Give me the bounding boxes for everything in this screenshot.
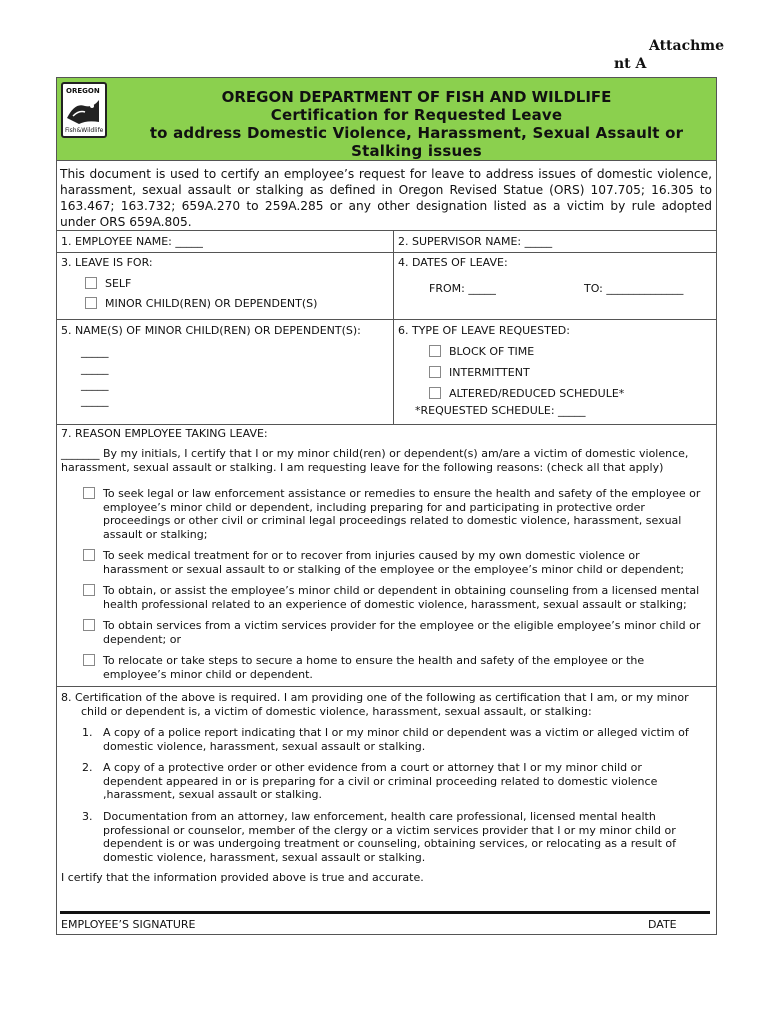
intermittent-checkbox[interactable] (429, 366, 441, 378)
leave-certification-form (56, 77, 717, 935)
cert-item-line: ,harassment, sexual assault or stalking. (103, 788, 323, 801)
cert-item-1-num: 1. (82, 726, 93, 739)
minor-name-field-4[interactable]: _____ (81, 394, 109, 407)
cert-item-3 (103, 810, 676, 864)
cert-item-2-num: 2. (82, 761, 93, 774)
reason-checkbox-2[interactable] (83, 549, 95, 561)
header-title-block (117, 88, 716, 160)
reason-1-line: assault or stalking; (103, 527, 208, 541)
reason-2-line: To seek medical treatment for or to recover from injuries caused by my own domestic violence or (103, 549, 640, 562)
cert-item-1 (103, 726, 689, 753)
initials-field[interactable]: _______ (61, 447, 100, 460)
reason-3-line: To obtain, or assist the employee’s minor child or dependent in obtaining counseling from a licensed mental (103, 584, 700, 597)
initials-statement-2: harassment, sexual assault or stalking. I am requesting leave for the following reasons: (check all that apply) (61, 461, 664, 474)
reason-1-line: employee’s minor child or dependent, including preparing for and participating in protective order (103, 500, 645, 514)
reason-checkbox-4[interactable] (83, 619, 95, 631)
intermittent-label: INTERMITTENT (449, 366, 530, 379)
reason-checkbox-1[interactable] (83, 487, 95, 499)
reason-5-line: To relocate or take steps to secure a home to ensure the health and safety of the employee or the (103, 654, 645, 667)
reason-item-5 (103, 654, 644, 681)
cert-item-3-num: 3. (82, 810, 93, 823)
minor-name-field-2[interactable]: _____ (81, 362, 109, 375)
divider (57, 230, 716, 231)
cert-item-line: domestic violence, harassment, sexual assault or stalking. (103, 850, 426, 864)
self-checkbox[interactable] (85, 277, 97, 289)
reason-title: 7. REASON EMPLOYEE TAKING LEAVE: (61, 427, 268, 440)
minor-name-field-3[interactable]: _____ (81, 378, 109, 391)
reason-3-line: health professional related to an experience of domestic violence, harassment, sexual assault or stalking; (103, 597, 687, 611)
form-title-line2: to address Domestic Violence, Harassment, Sexual Assault or (149, 124, 684, 142)
altered-schedule-checkbox[interactable] (429, 387, 441, 399)
supervisor-name-field[interactable]: 2. SUPERVISOR NAME: _____ (398, 235, 553, 248)
minor-child-label: MINOR CHILD(REN) OR DEPENDENT(S) (105, 297, 318, 310)
reason-item-3 (103, 584, 699, 611)
reason-checkbox-5[interactable] (83, 654, 95, 666)
cert-item-line: Documentation from an attorney, law enforcement, health care professional, licensed mental health (103, 810, 656, 823)
type-of-leave-label: 6. TYPE OF LEAVE REQUESTED: (398, 324, 570, 337)
leave-is-for-label: 3. LEAVE IS FOR: (61, 256, 153, 269)
reason-checkbox-3[interactable] (83, 584, 95, 596)
form-header (57, 78, 716, 161)
initials-line (61, 447, 688, 461)
attachment-line1: Attachme (648, 38, 724, 54)
divider (57, 319, 716, 320)
certification-intro-line: 8. Certification of the above is required. I am providing one of the following as certification that I am, or my minor (61, 691, 689, 704)
altered-schedule-label: ALTERED/REDUCED SCHEDULE* (449, 387, 625, 400)
block-of-time-checkbox[interactable] (429, 345, 441, 357)
reason-item-1 (103, 487, 700, 541)
cert-item-line: professional or counselor, member of the clergy or a victim services provider that I or my minor child or (103, 823, 676, 837)
cert-item-line: A copy of a protective order or other evidence from a court or attorney that I or my minor child or (103, 761, 642, 774)
divider (57, 424, 716, 425)
attachment-line2: nt A (614, 56, 647, 72)
signature-line[interactable] (60, 911, 710, 914)
cert-item-line: domestic violence, harassment, sexual assault or stalking. (103, 739, 426, 753)
divider (57, 686, 716, 687)
certification-intro-line: child or dependent is, a victim of domestic violence, harassment, sexual assault, or stalking: (81, 704, 592, 718)
form-title-line3: Stalking issues (351, 142, 482, 160)
department-title: OREGON DEPARTMENT OF FISH AND WILDLIFE (221, 88, 612, 106)
certify-statement: I certify that the information provided above is true and accurate. (61, 871, 424, 884)
block-of-time-label: BLOCK OF TIME (449, 345, 535, 358)
reason-1-line: proceedings or other civil or criminal legal proceedings related to domestic violence, harassment, sexual (103, 514, 682, 527)
form-title-line1: Certification for Requested Leave (270, 106, 563, 124)
cert-item-2 (103, 761, 657, 802)
reason-4-line: dependent; or (103, 632, 181, 646)
logo-top-text: OREGON (66, 87, 100, 95)
intro-paragraph: This document is used to certify an employee’s request for leave to address issues of domestic violence, harassment, sexual assault or stalking as defined in Oregon Revised Statue (ORS) 107.705; 16.305 to 163.467; 163.732; 659A.270 to 259A.285 or any other designation listed as a victim by rule adopted under ORS 659A.805. (60, 167, 712, 229)
reason-item-2 (103, 549, 684, 576)
minor-child-checkbox[interactable] (85, 297, 97, 309)
logo-bottom-text: Fish&Wildlife (65, 127, 104, 134)
date-label: DATE (648, 918, 677, 931)
certification-intro (61, 691, 689, 718)
attachment-label (614, 37, 724, 73)
cert-item-line: A copy of a police report indicating that I or my minor child or dependent was a victim or alleged victim of (103, 726, 689, 739)
column-divider (393, 230, 394, 424)
from-date-field[interactable]: FROM: _____ (429, 282, 496, 295)
requested-schedule-field[interactable]: *REQUESTED SCHEDULE: _____ (415, 404, 586, 417)
cert-item-line: dependent appeared in or is preparing for a civil or criminal proceeding related to domestic violence (103, 774, 658, 788)
fish-wildlife-icon (65, 96, 103, 126)
initials-statement: By my initials, I certify that I or my minor child(ren) or dependent(s) am/are a victim of domestic violence, (99, 447, 689, 460)
reason-item-4 (103, 619, 700, 646)
to-date-field[interactable]: TO: ______________ (584, 282, 684, 295)
employee-name-field[interactable]: 1. EMPLOYEE NAME: _____ (61, 235, 203, 248)
dates-of-leave-label: 4. DATES OF LEAVE: (398, 256, 508, 269)
reason-4-line: To obtain services from a victim services provider for the employee or the eligible employee’s minor child or (103, 619, 701, 632)
odfw-logo (61, 82, 107, 138)
minor-name-field-1[interactable]: _____ (81, 345, 109, 358)
divider (57, 252, 716, 253)
signature-label: EMPLOYEE’S SIGNATURE (61, 918, 196, 931)
reason-2-line: harassment or sexual assault to or stalking of the employee or the employee’s minor child or dependent; (103, 562, 685, 576)
cert-item-line: dependent is or was undergoing treatment or counseling, obtaining services, or relocating as a result of (103, 837, 676, 850)
reason-1-line: To seek legal or law enforcement assistance or remedies to ensure the health and safety of the employee or (103, 487, 701, 500)
reason-5-line: employee’s minor child or dependent. (103, 667, 313, 681)
self-label: SELF (105, 277, 132, 290)
names-minor-label: 5. NAME(S) OF MINOR CHILD(REN) OR DEPENDENT(S): (61, 324, 361, 337)
